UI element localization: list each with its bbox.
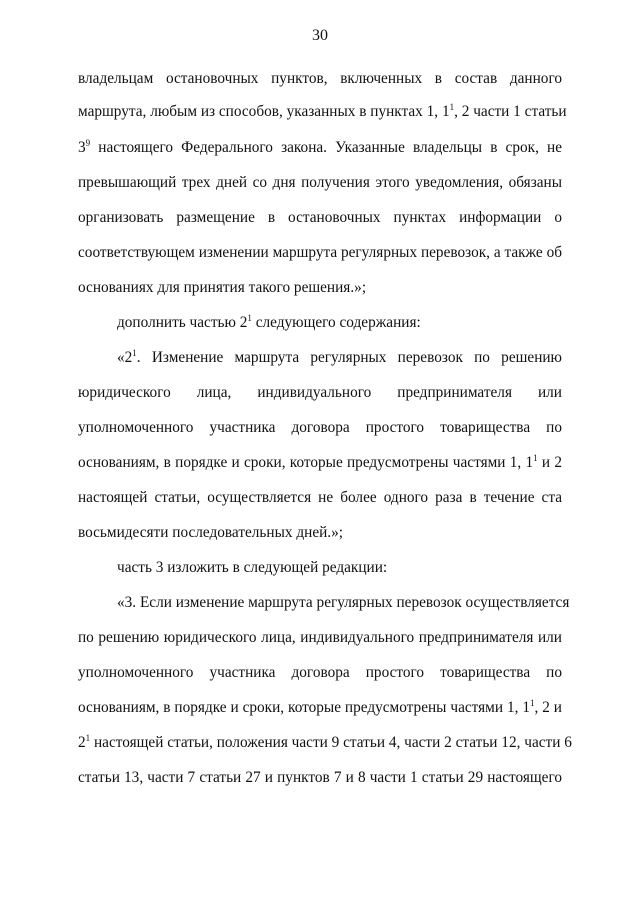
text-span: «2 <box>117 349 133 366</box>
text-line: юридического лица, индивидуального предпринимателя или <box>78 384 562 401</box>
text-line: соответствующем изменении маршрута регулярных перевозок, а также об <box>78 244 562 261</box>
text-span: дополнить частью 2 <box>117 314 248 331</box>
superscript: 1 <box>530 698 535 708</box>
text-span: основаниям, в порядке и сроки, которые предусмотрены частями 1, 1 <box>78 454 534 471</box>
text-line: владельцам остановочных пунктов, включенных в состав данного <box>78 70 562 87</box>
text-line <box>78 102 567 122</box>
text-line <box>78 453 562 473</box>
text-span: настоящего Федерального закона. Указанные владельцы в срок, не <box>90 139 562 156</box>
superscript: 1 <box>533 453 538 463</box>
text-line: статьи 13, части 7 статьи 27 и пунктов 7 и 8 части 1 статьи 29 настоящего <box>78 769 562 786</box>
text-line: часть 3 изложить в следующей редакции: <box>117 559 388 576</box>
text-line <box>78 138 562 158</box>
text-line <box>78 733 572 753</box>
superscript: 9 <box>85 138 91 148</box>
text-line <box>78 698 562 718</box>
text-line: настоящей статьи, осуществляется не более одного раза в течение ста <box>78 489 562 506</box>
text-line: уполномоченного участника договора простого товарищества по <box>78 664 562 681</box>
text-line: превышающий трех дней со дня получения этого уведомления, обязаны <box>78 174 562 191</box>
superscript: 1 <box>132 348 137 358</box>
superscript: 1 <box>247 313 252 323</box>
text-line <box>117 313 562 333</box>
text-span: . Изменение маршрута регулярных перевозок по решению <box>136 349 562 366</box>
text-line: «3. Если изменение маршрута регулярных перевозок осуществляется <box>117 594 570 611</box>
text-span: , 2 и <box>534 699 562 716</box>
text-line: восьмидесяти последовательных дней.»; <box>78 524 344 541</box>
text-line: по решению юридического лица, индивидуального предпринимателя или <box>78 629 562 646</box>
text-span: 3 <box>78 139 86 156</box>
text-line <box>117 348 562 368</box>
page-number: 30 <box>312 27 328 44</box>
text-span: и 2 <box>537 454 562 471</box>
text-span: следующего содержания: <box>251 314 421 331</box>
text-span: маршрута, любым из способов, указанных в пунктах 1, 1 <box>78 103 450 120</box>
text-span: , 2 части 1 статьи <box>454 103 567 120</box>
text-line: основаниях для принятия такого решения.»; <box>78 279 367 296</box>
text-span: настоящей статьи, положения части 9 статьи 4, части 2 статьи 12, части 6 <box>90 734 572 751</box>
text-line: уполномоченного участника договора простого товарищества по <box>78 419 562 436</box>
text-line: организовать размещение в остановочных пунктах информации о <box>78 209 562 226</box>
superscript: 1 <box>449 102 455 112</box>
text-span: 2 <box>78 734 86 751</box>
superscript: 1 <box>85 733 91 743</box>
text-span: основаниям, в порядке и сроки, которые предусмотрены частями 1, 1 <box>78 699 530 716</box>
